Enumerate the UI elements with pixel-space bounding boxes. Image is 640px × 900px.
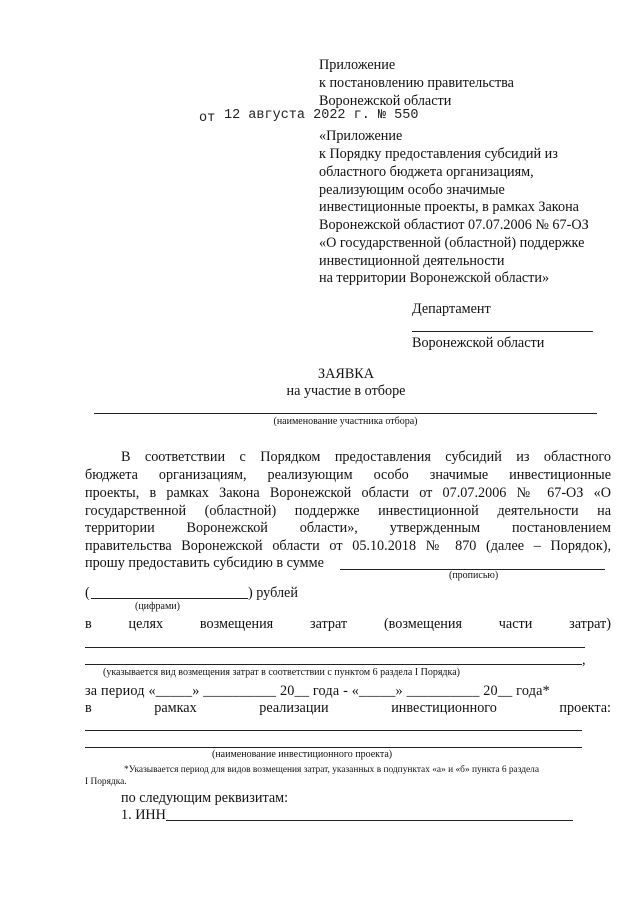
open-paren: ( — [85, 585, 90, 601]
project-line — [85, 699, 611, 717]
addressee-line-1: Департамент — [412, 301, 491, 317]
header-line-2: к постановлению правительства — [319, 75, 514, 91]
appendix-line-7: «О государственной (областной) поддержке — [319, 235, 585, 251]
purpose-word-3: возмещения — [199, 616, 274, 632]
date-prefix: от — [199, 111, 216, 126]
project-word-1: в — [85, 700, 92, 716]
purpose-field-2 — [85, 664, 582, 665]
header-line-1: Приложение — [319, 57, 396, 73]
purpose-caption: (указывается вид возмещения затрат в соответствии с пунктом 6 раздела I Порядка) — [103, 667, 460, 678]
footnote-line-2: I Порядка. — [85, 777, 127, 787]
details-intro: по следующим реквизитам: — [121, 790, 289, 806]
appendix-line-6: Воронежской областиот 07.07.2006 № 67-ОЗ — [319, 217, 589, 233]
footnote-line-1: *Указывается период для видов возмещения затрат, указанных в подпунктах «а» и «б» пункта 6 раздела — [124, 765, 540, 775]
appendix-line-9: на территории Воронежской области» — [319, 270, 550, 286]
appendix-line-1: «Приложение — [319, 128, 403, 144]
appendix-line-4: реализующим особо значимые — [319, 182, 505, 198]
project-word-3: реализации — [259, 700, 329, 716]
participant-caption: (наименование участника отбора) — [273, 416, 418, 427]
digits-caption: (цифрами) — [135, 601, 180, 612]
project-caption: (наименование инвестиционного проекта) — [212, 749, 393, 760]
date-value: 12 августа 2022 г. № 550 — [224, 108, 419, 123]
purpose-comma: , — [582, 652, 586, 668]
appendix-line-3: областного бюджета организациям, — [319, 164, 534, 180]
addressee-underline — [412, 331, 593, 332]
participant-line — [94, 413, 597, 414]
purpose-line — [85, 615, 611, 633]
purpose-field-1 — [85, 647, 585, 648]
para-first-line: В соответствии с Порядком предоставления субсидий из областного — [121, 449, 611, 465]
appendix-line-8: инвестиционной деятельности — [319, 253, 505, 269]
purpose-word-2: целях — [128, 616, 164, 632]
purpose-word-1: в — [85, 616, 92, 632]
project-word-2: рамках — [154, 700, 197, 716]
request-line: прошу предоставить субсидию в сумме — [85, 555, 324, 571]
amount-digits-field — [91, 598, 248, 599]
rubles-label: ) рублей — [248, 585, 298, 601]
addressee-line-2: Воронежской области — [412, 335, 545, 351]
para-line-3: проекты, в рамках Закона Воронежской области от 07.07.2006 № 67-ОЗ «О — [85, 485, 611, 501]
purpose-word-4: затрат — [310, 616, 348, 632]
header-line-3: Воронежской области — [319, 93, 452, 109]
document-subtitle: на участие в отборе — [286, 383, 406, 399]
para-line-6: правительства Воронежской области от 05.10.2018 № 870 (далее – Порядок), — [85, 538, 611, 554]
project-word-5: проекта: — [559, 700, 611, 716]
para-line-5: территории Воронежской области», утвержденным постановлением — [85, 520, 611, 536]
inn-label: 1. ИНН — [121, 807, 166, 823]
appendix-line-5: инвестиционные проекты, в рамках Закона — [319, 199, 579, 215]
para-line-4: государственной (областной) поддержке инвестиционной деятельности на — [85, 503, 611, 519]
purpose-word-6: части — [498, 616, 533, 632]
period-line: за период «_____» __________ 20__ года - «_____» __________ 20__ года* — [85, 683, 550, 699]
inn-field — [166, 820, 573, 821]
purpose-word-5: (возмещения — [383, 616, 462, 632]
document-title: ЗАЯВКА — [318, 366, 374, 382]
purpose-word-7: затрат) — [569, 616, 611, 632]
appendix-line-2: к Порядку предоставления субсидий из — [319, 146, 558, 162]
project-word-4: инвестиционного — [391, 700, 497, 716]
words-caption: (прописью) — [449, 570, 499, 581]
para-line-2: бюджета организациям, реализующим особо значимые инвестиционные — [85, 467, 611, 483]
project-field-2 — [85, 747, 582, 748]
project-field-1 — [85, 730, 582, 731]
